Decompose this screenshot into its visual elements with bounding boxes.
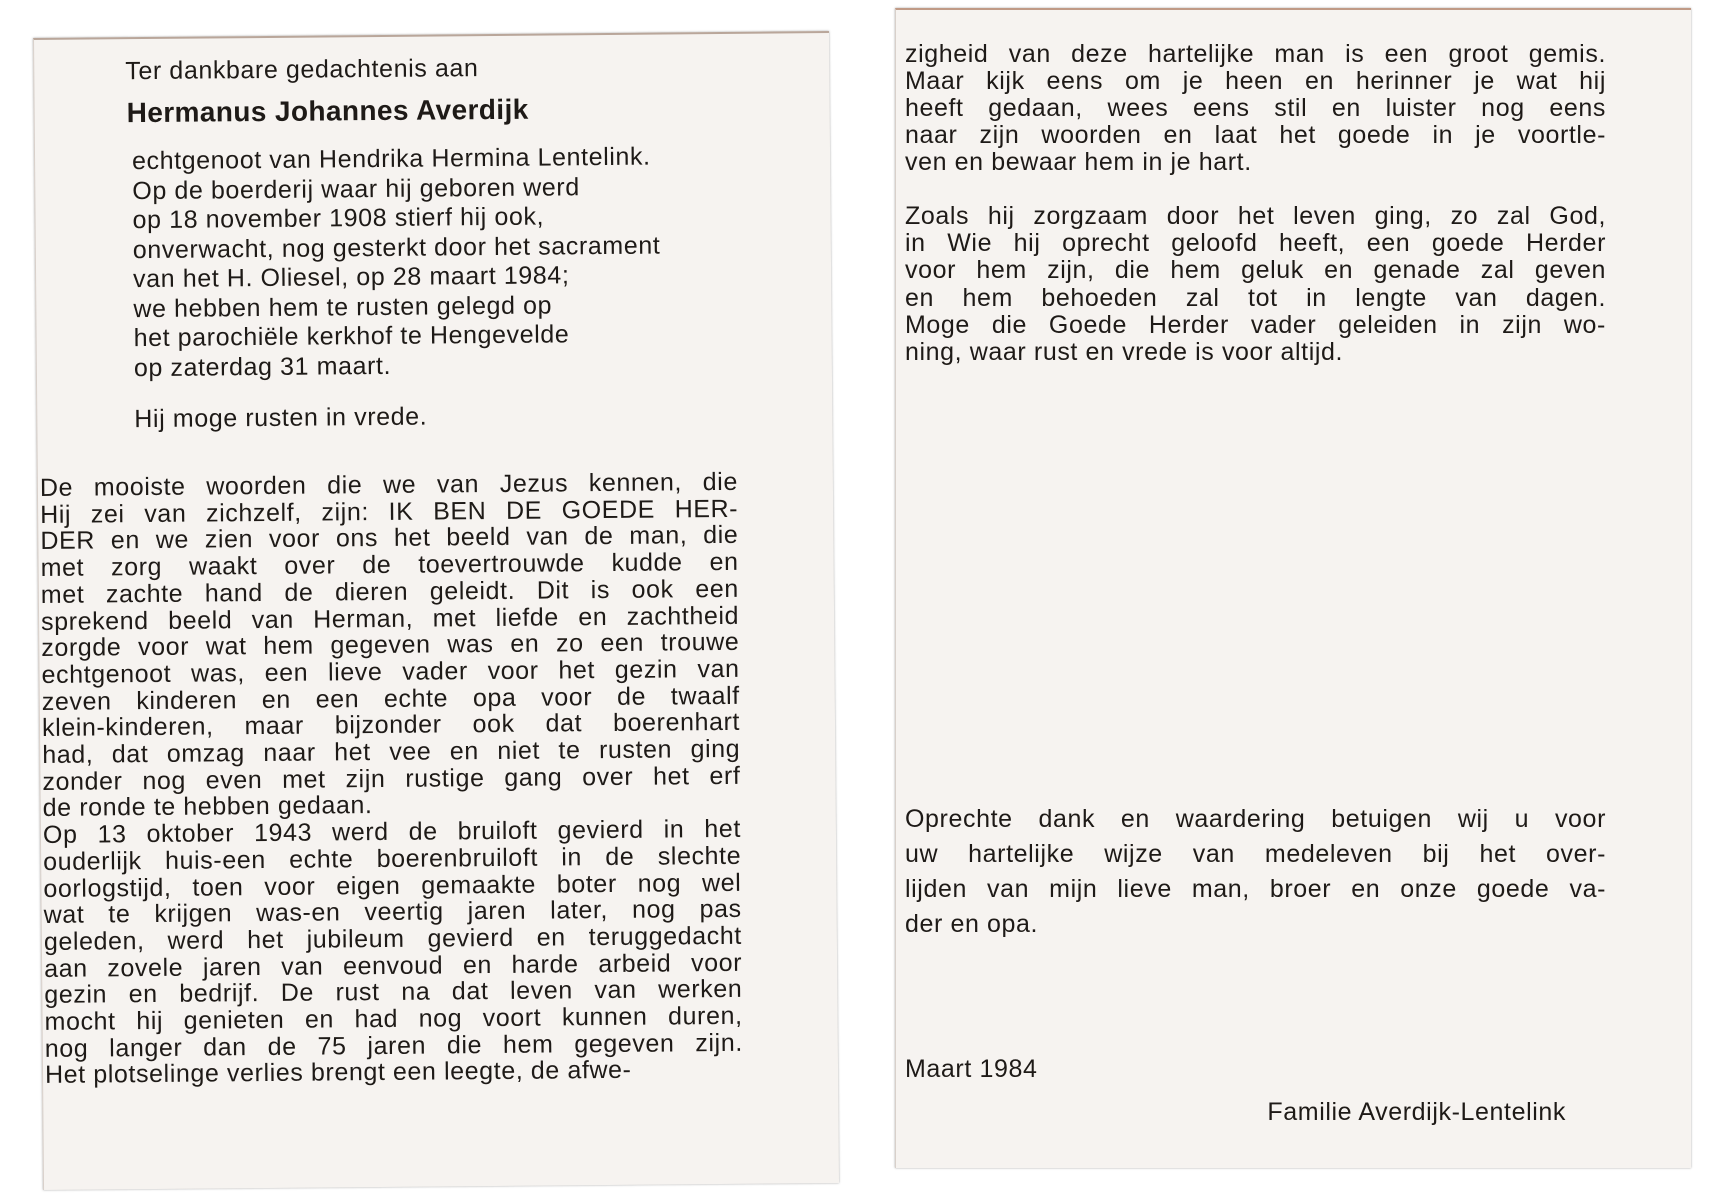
detail-line: op zaterdag 31 maart. — [133, 351, 392, 382]
body-line: nog langer dan de 75 jaren die hem gegeven zijn. — [44, 1028, 743, 1063]
detail-line: Op de boerderij waar hij geboren werd — [132, 172, 580, 205]
body-line: met zachte hand de dieren geleidt. Dit is ook een — [40, 574, 739, 609]
body-line: Het plotselinge verlies brengt een leegte, de afwe- — [44, 1056, 632, 1090]
thanks-line: uw hartelijke wijze van medeleven bij het over- — [905, 840, 1606, 868]
body-line: Moge die Goede Herder vader geleiden in zijn wo- — [905, 310, 1606, 339]
body-line: Hij zei van zichzelf, zijn: IK BEN DE GOEDE HER- — [40, 494, 739, 529]
body-line: ouderlijk huis-een echte boerenbruiloft in de slechte — [43, 841, 742, 876]
rest-in-peace-line: Hij moge rusten in vrede. — [134, 402, 428, 434]
body-line: De mooiste woorden die we van Jezus kennen, die — [39, 467, 739, 502]
detail-line: van het H. Oliesel, op 28 maart 1984; — [132, 261, 570, 294]
body-line: Maar kijk eens om je heen en herinner je wat hij — [905, 67, 1606, 95]
memorial-card-right-page — [895, 8, 1691, 1168]
body-line: met zorg waakt over de toevertrouwde kudde en — [40, 547, 739, 583]
body-line: had, dat omzag naar het vee en niet te rusten ging — [42, 734, 741, 769]
family-signature: Familie Averdijk-Lentelink — [1267, 1098, 1566, 1126]
intro-line: Ter dankbare gedachtenis aan — [125, 54, 479, 86]
body-line: wat te krijgen was-en veertig jaren later, nog pas — [43, 895, 742, 930]
body-line: mocht hij genieten en had nog voort kunnen duren, — [44, 1001, 743, 1036]
detail-line: op 18 november 1908 stierf hij ook, — [132, 202, 545, 235]
body-line: geleden, werd het jubileum gevierd en teruggedacht — [43, 921, 742, 956]
body-line: Zoals hij zorgzaam door het leven ging, zo zal God, — [905, 202, 1606, 230]
body-line: voor hem zijn, die hem geluk en genade zal geven — [905, 256, 1606, 285]
body-line: de ronde te hebben gedaan. — [42, 791, 373, 823]
body-line: zigheid van deze hartelijke man is een groot gemis. — [905, 40, 1606, 68]
body-line: oorlogstijd, toen voor eigen gemaakte boter nog wel — [43, 868, 742, 903]
body-line: aan zovele jaren van eenvoud en harde arbeid voor — [43, 948, 743, 983]
body-line: zorgde voor wat hem gegeven was en zo een trouwe — [41, 628, 740, 663]
body-line: zonder nog even met zijn rustige gang over het erf — [42, 761, 741, 796]
deceased-name: Hermanus Johannes Averdijk — [126, 93, 529, 129]
body-line: Op 13 oktober 1943 werd de bruiloft gevierd in het — [42, 814, 742, 850]
body-line: naar zijn woorden en laat het goede in je voortle- — [905, 121, 1606, 149]
detail-line: we hebben hem te rusten gelegd op — [133, 290, 553, 323]
detail-line: echtgenoot van Hendrika Hermina Lentelink. — [131, 142, 651, 176]
date-line: Maart 1984 — [905, 1055, 1038, 1083]
body-line: ven en bewaar hem in je hart. — [905, 148, 1252, 176]
body-line: klein-kinderen, maar bijzonder ook dat boerenhart — [41, 708, 741, 743]
detail-line: onverwacht, nog gesterkt door het sacrament — [132, 231, 661, 264]
body-line: DER en we zien voor ons het beeld van de man, die — [40, 521, 739, 556]
body-line: echtgenoot was, een lieve vader voor het gezin van — [41, 654, 740, 689]
body-line: zeven kinderen en een echte opa voor de twaalf — [41, 681, 740, 716]
body-line: heeft gedaan, wees eens stil en luister nog eens — [905, 94, 1606, 122]
thanks-line: lijden van mijn lieve man, broer en onze goede va- — [905, 875, 1606, 903]
detail-line: het parochiële kerkhof te Hengevelde — [133, 320, 570, 353]
body-line: sprekend beeld van Herman, met liefde en zachtheid — [40, 601, 740, 636]
body-line: in Wie hij oprecht geloofd heeft, een goede Herder — [905, 229, 1606, 258]
body-line: ning, waar rust en vrede is voor altijd. — [905, 338, 1344, 366]
memorial-card-left-page — [33, 31, 839, 1190]
body-line: gezin en bedrijf. De rust na dat leven van werken — [44, 975, 743, 1010]
body-line: en hem behoeden zal tot in lengte van dagen. — [905, 283, 1606, 312]
thanks-line: Oprechte dank en waardering betuigen wij u voor — [905, 805, 1606, 833]
thanks-line: der en opa. — [905, 910, 1039, 938]
